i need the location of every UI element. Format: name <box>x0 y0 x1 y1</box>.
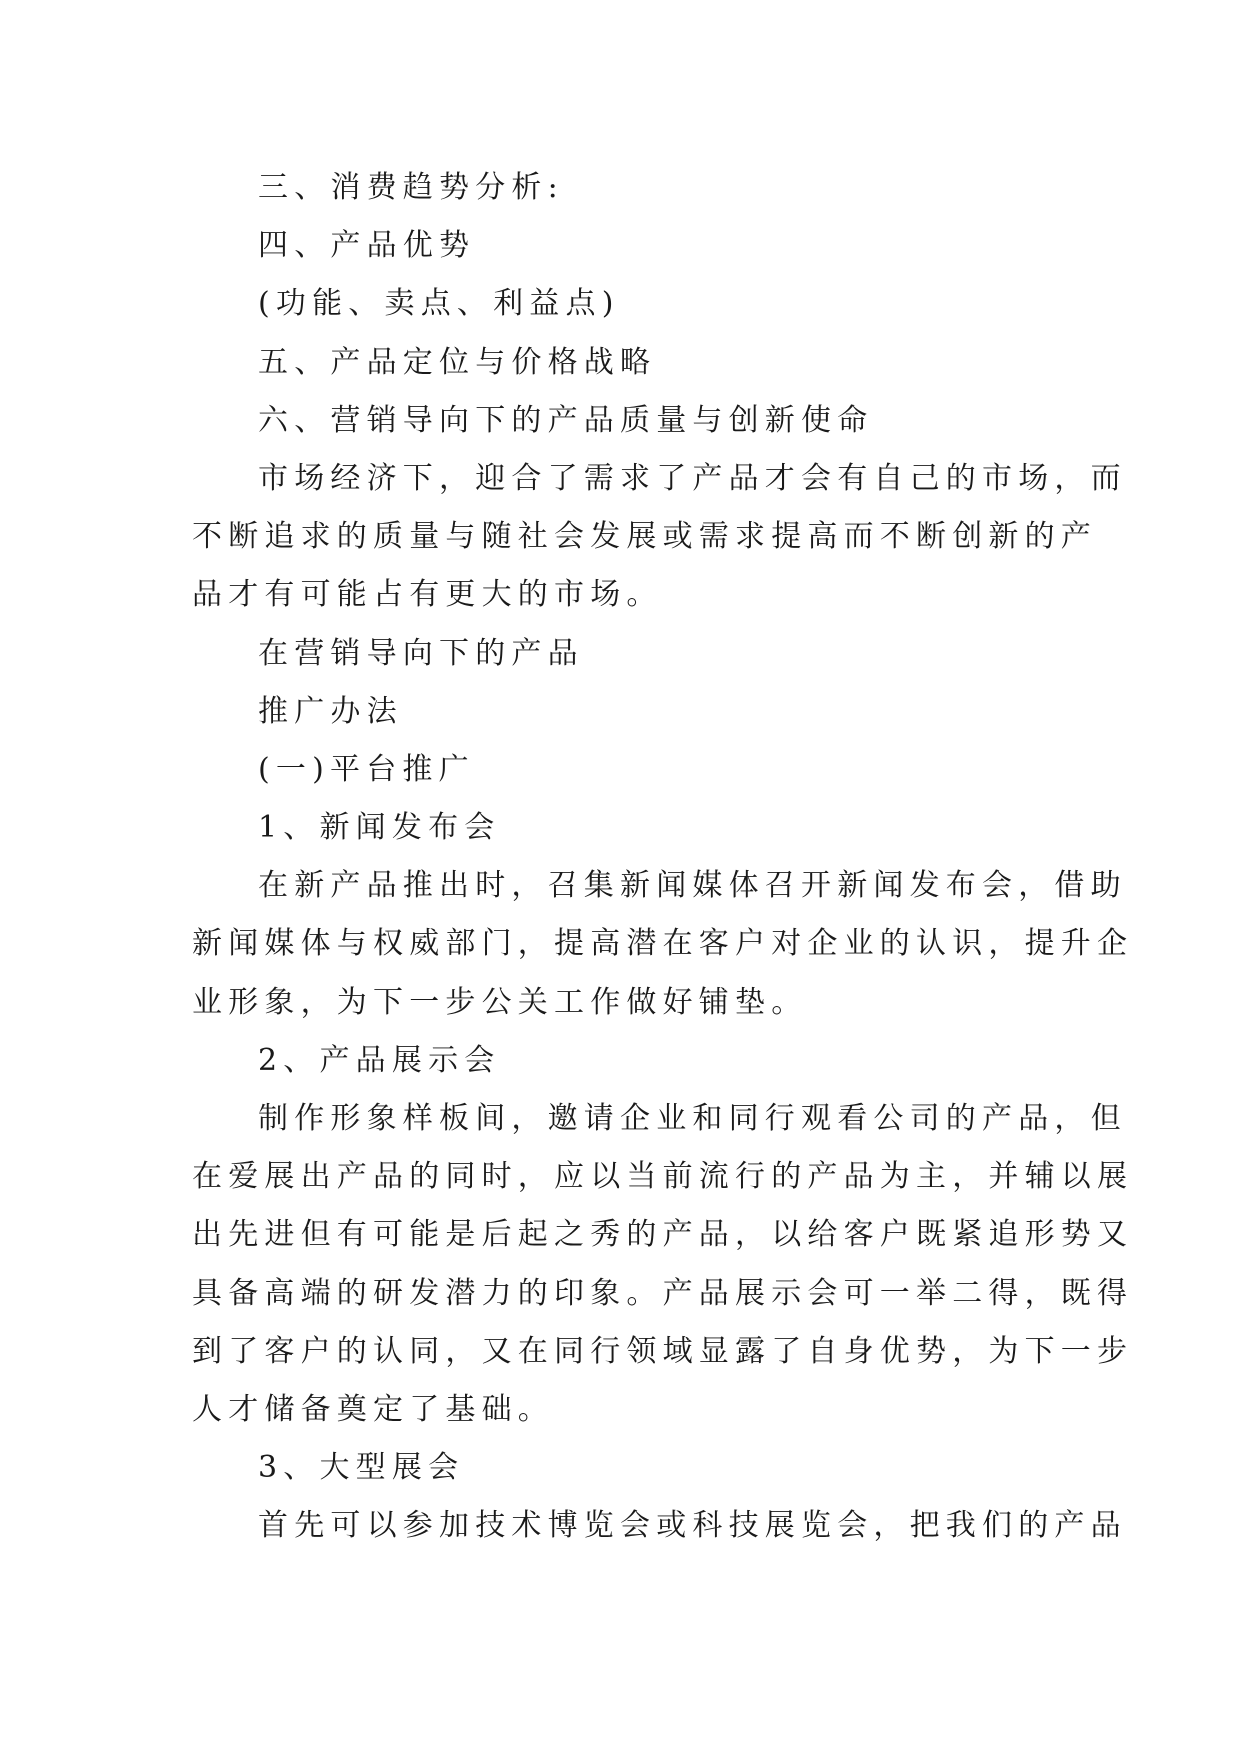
heading-product-exhibition: 2、产品展示会 <box>258 1042 501 1078</box>
paragraph-press-line-3: 业形象，为下一步公关工作做好铺垫。 <box>192 984 808 1020</box>
paragraph-press-line-1: 在新产品推出时，召集新闻媒体召开新闻发布会，借助 <box>258 868 1127 904</box>
paragraph-expo-line-1: 首先可以参加技术博览会或科技展览会，把我们的产品 <box>258 1508 1127 1544</box>
heading-platform-promotion: (一)平台推广 <box>258 751 475 787</box>
paragraph-exhibition-line-1: 制作形象样板间，邀请企业和同行观看公司的产品，但 <box>258 1101 1127 1136</box>
paragraph-press-line-2: 新闻媒体与权威部门，提高潜在客户对企业的认识，提升企 <box>192 926 1134 962</box>
paragraph-exhibition-line-5: 到了客户的认同，又在同行领域显露了自身优势，为下一步 <box>192 1333 1134 1369</box>
heading-consumption-trend: 三、消费趋势分析: <box>258 170 564 205</box>
paragraph-exhibition-line-3: 出先进但有可能是后起之秀的产品，以给客户既紧追形势又 <box>192 1217 1134 1253</box>
heading-quality-innovation: 六、营销导向下的产品质量与创新使命 <box>258 402 874 438</box>
heading-marketing-product: 在营销导向下的产品 <box>258 635 584 671</box>
heading-large-expo: 3、大型展会 <box>258 1450 465 1486</box>
paragraph-exhibition-line-4: 具备高端的研发潜力的印象。产品展示会可一举二得，既得 <box>192 1275 1134 1311</box>
paragraph-market-line-2: 不断追求的质量与随社会发展或需求提高而不断创新的产 <box>192 519 1097 555</box>
document-body <box>192 159 1134 1556</box>
paragraph-exhibition-line-6: 人才储备奠定了基础。 <box>192 1391 554 1427</box>
heading-promotion-method: 推广办法 <box>258 693 403 729</box>
subheading-function-points: (功能、卖点、利益点) <box>258 286 620 322</box>
heading-press-conference: 1、新闻发布会 <box>258 810 501 846</box>
heading-product-advantage: 四、产品优势 <box>258 228 476 264</box>
heading-positioning-pricing: 五、产品定位与价格战略 <box>258 344 657 380</box>
paragraph-market-line-3: 品才有可能占有更大的市场。 <box>192 577 663 613</box>
paragraph-market-line-1: 市场经济下，迎合了需求了产品才会有自己的市场，而 <box>258 460 1127 496</box>
paragraph-exhibition-line-2: 在爱展出产品的同时，应以当前流行的产品为主，并辅以展 <box>192 1159 1134 1195</box>
